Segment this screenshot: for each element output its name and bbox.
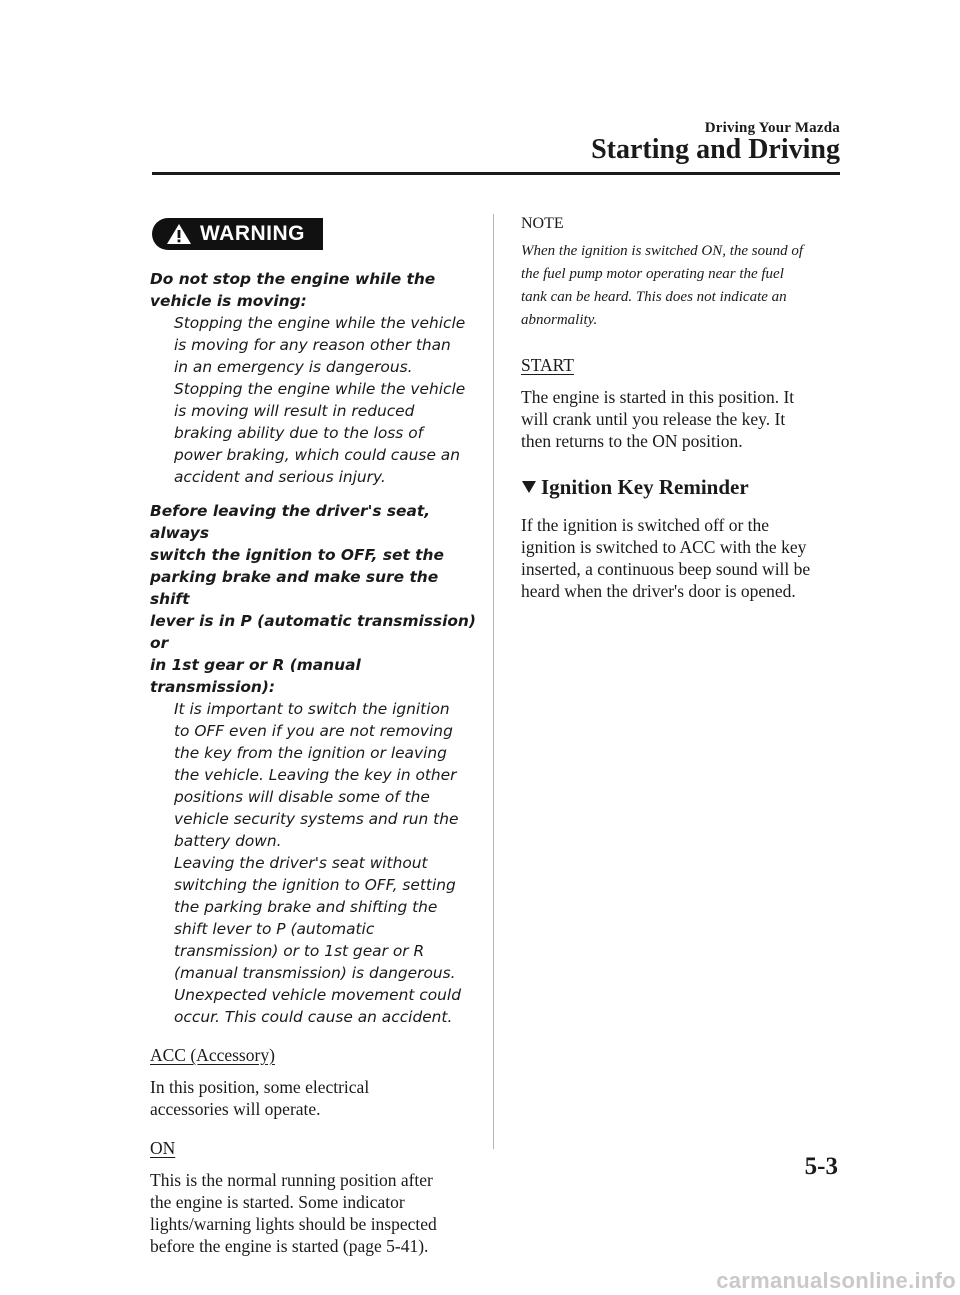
- warning-heading-line: vehicle is moving:: [150, 292, 307, 310]
- header-rule: [152, 172, 840, 175]
- start-heading: START: [521, 355, 574, 375]
- warning-body-line: the vehicle. Leaving the key in other: [174, 766, 457, 784]
- page-number: 5-3: [804, 1153, 838, 1180]
- warning-body-line: vehicle security systems and run the: [174, 810, 459, 828]
- warning-heading-line: parking brake and make sure the shift: [150, 568, 439, 608]
- warning-body-line: It is important to switch the ignition: [174, 700, 450, 718]
- acc-heading: ACC (Accessory): [150, 1045, 275, 1065]
- warning-triangle-icon: [166, 223, 192, 245]
- warning-block: [150, 500, 480, 1028]
- reminder-text-line: heard when the driver's door is opened.: [521, 581, 796, 601]
- warning-body-line: the parking brake and shifting the: [174, 898, 438, 916]
- warning-body-line: shift lever to P (automatic: [174, 920, 375, 938]
- watermark: carmanualsonline.info: [716, 1268, 956, 1293]
- warning-body-line: switching the ignition to OFF, setting: [174, 876, 456, 894]
- warning-heading-line: switch the ignition to OFF, set the: [150, 546, 444, 564]
- on-text-line: the engine is started. Some indicator: [150, 1192, 405, 1212]
- warning-body-line: occur. This could cause an accident.: [174, 1008, 453, 1026]
- warning-body-line: Stopping the engine while the vehicle: [174, 380, 466, 398]
- warning-body-line: Leaving the driver's seat without: [174, 854, 428, 872]
- warning-body-line: to OFF even if you are not removing: [174, 722, 453, 740]
- warning-body-line: positions will disable some of the: [174, 788, 430, 806]
- start-text-line: then returns to the ON position.: [521, 431, 743, 451]
- chapter-title: Starting and Driving: [591, 134, 840, 165]
- column-divider: [493, 214, 494, 1149]
- warning-body-line: power braking, which could cause an: [174, 446, 460, 464]
- warning-heading-line: Before leaving the driver's seat, always: [150, 502, 431, 542]
- acc-text-line: accessories will operate.: [150, 1099, 321, 1119]
- on-text-line: This is the normal running position after: [150, 1170, 433, 1190]
- on-text-line: lights/warning lights should be inspected: [150, 1214, 437, 1234]
- warning-body-line: Unexpected vehicle movement could: [174, 986, 461, 1004]
- start-text-line: will crank until you release the key. It: [521, 409, 786, 429]
- note-text-line: tank can be heard. This does not indicate an: [521, 289, 787, 305]
- warning-label: WARNING: [200, 222, 305, 245]
- warning-body-line: is moving for any reason other than: [174, 336, 451, 354]
- warning-body-line: is moving will result in reduced: [174, 402, 415, 420]
- warning-body-line: Stopping the engine while the vehicle: [174, 314, 466, 332]
- reminder-title: Ignition Key Reminder: [541, 475, 749, 499]
- note-label: NOTE: [521, 215, 564, 232]
- on-heading: ON: [150, 1138, 176, 1158]
- warning-body-line: braking ability due to the loss of: [174, 424, 424, 442]
- warning-heading-line: in 1st gear or R (manual transmission):: [150, 656, 361, 696]
- on-text-line: before the engine is started (page 5-41).: [150, 1236, 429, 1256]
- warning-block: [150, 268, 480, 488]
- warning-body-line: battery down.: [174, 832, 282, 850]
- note-text-line: the fuel pump motor operating near the fuel: [521, 266, 784, 282]
- reminder-text-line: inserted, a continuous beep sound will be: [521, 559, 811, 579]
- right-column: [521, 214, 846, 602]
- warning-body-line: (manual transmission) is dangerous.: [174, 964, 456, 982]
- reminder-text-line: If the ignition is switched off or the: [521, 515, 770, 535]
- ignition-key-reminder-heading: [521, 474, 846, 500]
- start-text-line: The engine is started in this position. It: [521, 387, 795, 407]
- warning-heading-line: Do not stop the engine while the: [150, 270, 436, 288]
- warning-body-line: the key from the ignition or leaving: [174, 744, 447, 762]
- reminder-text-line: ignition is switched to ACC with the key: [521, 537, 807, 557]
- warning-body-line: in an emergency is dangerous.: [174, 358, 413, 376]
- warning-badge: [152, 218, 323, 250]
- triangle-down-icon: [521, 480, 537, 494]
- warning-body-line: accident and serious injury.: [174, 468, 386, 486]
- left-column: [150, 218, 480, 1257]
- note-text-line: abnormality.: [521, 312, 598, 328]
- section-title: Driving Your Mazda: [704, 120, 840, 136]
- note-text-line: When the ignition is switched ON, the sound of: [521, 243, 804, 259]
- warning-body-line: transmission) or to 1st gear or R: [174, 942, 425, 960]
- warning-heading-line: lever is in P (automatic transmission) or: [150, 612, 476, 652]
- acc-text-line: In this position, some electrical: [150, 1077, 370, 1097]
